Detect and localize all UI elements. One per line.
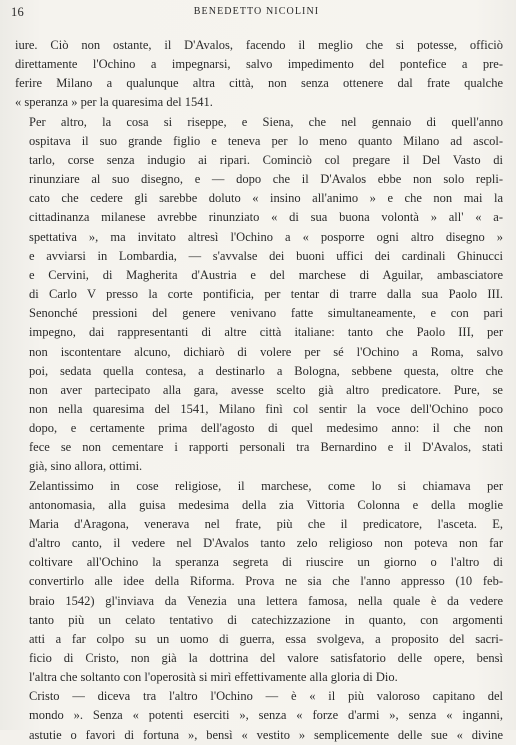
text-line: braio 1542) gl'inviava da Venezia una lettera famosa, nella quale è da vedere: [29, 593, 503, 608]
page-header: [11, 5, 502, 21]
paragraph: [15, 687, 503, 744]
text-line: impegno, dai rappresentanti di altre città italiane: tanto che Paolo III, per: [29, 325, 503, 340]
text-line: dopo, e certamente prima dell'agosto di quel medesimo anno: il che non: [29, 421, 503, 436]
text-line: direttamente l'Ochino a impegnarsi, salvo impedimento del pontefice a pre-: [15, 57, 503, 72]
text-line: astutie o favori di fortuna », bensì « vestito » semplicemente delle sue « divine: [29, 727, 503, 742]
text-line: e Cervini, di Magherita d'Austria e del marchese di Aguilar, ambasciatore: [29, 267, 503, 282]
text-line: poi, sedata quella contesa, a destinarlo a Bologna, sebbene questa, oltre che: [29, 363, 503, 378]
body-text: [15, 36, 503, 745]
text-line: l'altra che soltanto con l'operosità si mirì effettivamente alla gloria di Dio.: [29, 670, 398, 685]
text-line: mondo ». Senza « potenti eserciti », senza « forze d'armi », senza « inganni,: [29, 708, 503, 723]
text-line: « speranza » per la quaresima del 1541.: [15, 95, 213, 110]
text-line: rinunziare al suo disegno, e — dopo che il D'Avalos ebbe non solo repli-: [29, 172, 503, 187]
text-line: non iscontentare alcuno, dichiarò di volere per sé l'Ochino a Roma, salvo: [29, 344, 503, 359]
paragraph: [15, 113, 503, 477]
text-line: spettativa », ma invitato altresì l'Ochino a « posporre ogni altro disegno »: [29, 229, 503, 244]
text-line: atti a far colpo su un uomo di guerra, essa svolgeva, a proposito del sacri-: [29, 631, 503, 646]
text-line: ficio di Cristo, non già la dottrina del valore satisfatorio delle opere, bensì: [29, 651, 503, 665]
text-line: convertirlo alle idee della Riforma. Prova ne sia che l'anno appresso (10 feb-: [29, 574, 503, 589]
running-head: BENEDETTO NICOLINI: [193, 6, 320, 17]
text-line: iure. Ciò non ostante, il D'Avalos, facendo il meglio che si potesse, officiò: [15, 38, 503, 52]
text-line: Maria d'Aragona, venerava nel frate, più che il predicatore, l'asceta. E,: [29, 516, 503, 531]
text-line: antonomasia, alla guisa medesima della zia Vittoria Colonna e della moglie: [29, 497, 503, 512]
paragraph: [15, 477, 503, 688]
text-line: coltivare all'Ochino la speranza segreta di riuscire un giorno o l'altro di: [29, 555, 503, 570]
text-line: Senonché pressioni del genere venivano fatte simultaneamente, e con pari: [29, 306, 503, 321]
text-line: Zelantissimo in cose religiose, il marchese, come lo si chiamava per: [29, 478, 503, 493]
text-line: non aver partecipato alla gara, avesse scelto già altro predicatore. Pure, se: [29, 382, 503, 397]
page-number: 16: [11, 5, 24, 19]
text-line: tanto più un celato tentativo di catechizzazione in quanto, con argomenti: [29, 612, 503, 627]
paragraph: [15, 36, 503, 113]
text-line: già, sino allora, ottimi.: [29, 459, 143, 474]
text-line: cato che cedere gli sarebbe doluto « insino all'animo » e che non mai la: [29, 191, 503, 206]
text-line: Cristo — diceva tra l'altro l'Ochino — è « il più valoroso capitano del: [29, 689, 503, 704]
text-line: ospitava il suo grande figlio e teneva per lo meno quanto Milano ad ascol-: [29, 133, 503, 148]
text-line: di Carlo V presso la corte pontificia, per tentar di trarre dalla sua Paolo III.: [29, 287, 503, 302]
text-line: d'altro canto, il vedere nel D'Avalos tanto zelo religioso non poteva non far: [29, 536, 503, 551]
text-line: cittadinanza milanese avrebbe rinunziato « di sua buona volontà » all' « a-: [29, 210, 503, 225]
text-line: fece se non cementare i rapporti personali tra Bernardino e il D'Avalos, stati: [29, 440, 503, 455]
text-line: Per altro, la cosa si riseppe, e Siena, che nel gennaio di quell'anno: [29, 114, 503, 129]
text-line: ferire Milano a qualunque altra città, non senza ottenere dal frate qualche: [15, 76, 503, 91]
text-line: non nella quaresima del 1541, Milano finì col sentir la voce dell'Ochino poco: [29, 401, 503, 416]
text-line: tarlo, corse senza indugio ai ripari. Cominciò col pregare il Del Vasto di: [29, 152, 503, 167]
text-line: e avviarsi in Lombardia, — s'avvalse dei buoni uffici dei cardinali Ghinucci: [29, 248, 503, 263]
